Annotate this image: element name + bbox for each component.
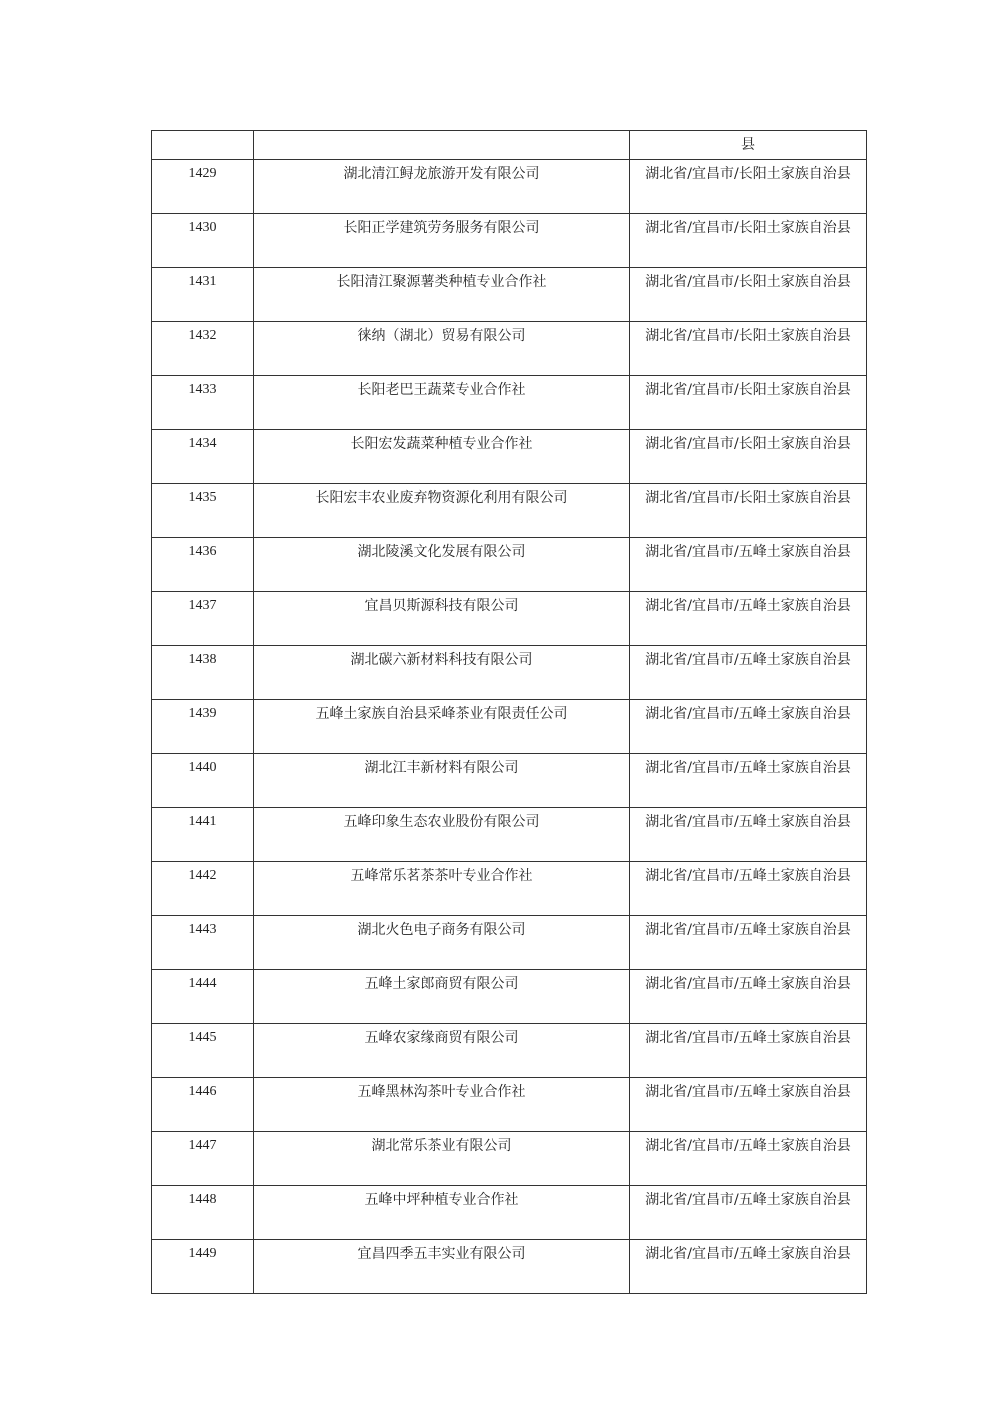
row-number-cell: 1429 [152,160,254,214]
company-name-cell: 湖北江丰新材料有限公司 [254,754,630,808]
region-cell: 湖北省/宜昌市/五峰土家族自治县 [630,808,867,862]
row-number-cell [152,131,254,160]
row-number-cell: 1441 [152,808,254,862]
company-name-cell: 五峰常乐茗茶茶叶专业合作社 [254,862,630,916]
row-number-cell: 1435 [152,484,254,538]
row-number-cell: 1448 [152,1186,254,1240]
region-cell: 湖北省/宜昌市/五峰土家族自治县 [630,1024,867,1078]
table-row [152,754,867,808]
row-number-cell: 1445 [152,1024,254,1078]
company-name-cell: 五峰土家族自治县采峰茶业有限责任公司 [254,700,630,754]
row-number-cell: 1439 [152,700,254,754]
region-cell: 湖北省/宜昌市/五峰土家族自治县 [630,862,867,916]
company-name-cell: 长阳清江聚源薯类种植专业合作社 [254,268,630,322]
region-cell: 湖北省/宜昌市/五峰土家族自治县 [630,646,867,700]
region-cell: 湖北省/宜昌市/五峰土家族自治县 [630,1186,867,1240]
table-row [152,646,867,700]
table-row [152,808,867,862]
region-cell: 湖北省/宜昌市/长阳土家族自治县 [630,160,867,214]
company-name-cell: 湖北清江鲟龙旅游开发有限公司 [254,160,630,214]
region-cell: 湖北省/宜昌市/五峰土家族自治县 [630,1078,867,1132]
table-row [152,430,867,484]
row-number-cell: 1430 [152,214,254,268]
region-cell: 湖北省/宜昌市/五峰土家族自治县 [630,970,867,1024]
row-number-cell: 1437 [152,592,254,646]
table-row [152,484,867,538]
company-name-cell: 五峰中坪种植专业合作社 [254,1186,630,1240]
region-cell: 湖北省/宜昌市/五峰土家族自治县 [630,754,867,808]
region-cell: 湖北省/宜昌市/长阳土家族自治县 [630,268,867,322]
table-row [152,1132,867,1186]
row-number-cell: 1442 [152,862,254,916]
company-name-cell: 宜昌四季五丰实业有限公司 [254,1240,630,1294]
table-row [152,970,867,1024]
table-row [152,862,867,916]
table-row [152,1078,867,1132]
region-cell: 湖北省/宜昌市/五峰土家族自治县 [630,538,867,592]
region-cell: 湖北省/宜昌市/长阳土家族自治县 [630,376,867,430]
region-cell: 湖北省/宜昌市/五峰土家族自治县 [630,700,867,754]
table-row [152,538,867,592]
row-number-cell: 1446 [152,1078,254,1132]
row-number-cell: 1434 [152,430,254,484]
table-row [152,1240,867,1294]
company-name-cell: 五峰土家郎商贸有限公司 [254,970,630,1024]
company-name-cell [254,131,630,160]
table-row [152,376,867,430]
company-list-table [151,130,867,1294]
row-number-cell: 1444 [152,970,254,1024]
table-row [152,700,867,754]
row-number-cell: 1433 [152,376,254,430]
region-cell: 县 [630,131,867,160]
region-cell: 湖北省/宜昌市/五峰土家族自治县 [630,1240,867,1294]
region-cell: 湖北省/宜昌市/五峰土家族自治县 [630,916,867,970]
region-cell: 湖北省/宜昌市/长阳土家族自治县 [630,430,867,484]
table-row [152,592,867,646]
company-name-cell: 五峰农家缘商贸有限公司 [254,1024,630,1078]
table-row [152,322,867,376]
row-number-cell: 1436 [152,538,254,592]
row-number-cell: 1438 [152,646,254,700]
company-name-cell: 湖北碳六新材料科技有限公司 [254,646,630,700]
table-body [152,131,867,1294]
table-row [152,160,867,214]
company-name-cell: 长阳正学建筑劳务服务有限公司 [254,214,630,268]
table-row [152,268,867,322]
company-name-cell: 宜昌贝斯源科技有限公司 [254,592,630,646]
table-row [152,214,867,268]
company-name-cell: 长阳宏丰农业废弃物资源化利用有限公司 [254,484,630,538]
company-name-cell: 徕纳（湖北）贸易有限公司 [254,322,630,376]
company-name-cell: 湖北火色电子商务有限公司 [254,916,630,970]
row-number-cell: 1440 [152,754,254,808]
region-cell: 湖北省/宜昌市/长阳土家族自治县 [630,322,867,376]
row-number-cell: 1443 [152,916,254,970]
row-number-cell: 1432 [152,322,254,376]
row-number-cell: 1449 [152,1240,254,1294]
company-name-cell: 五峰印象生态农业股份有限公司 [254,808,630,862]
row-number-cell: 1431 [152,268,254,322]
company-name-cell: 长阳宏发蔬菜种植专业合作社 [254,430,630,484]
row-number-cell: 1447 [152,1132,254,1186]
region-cell: 湖北省/宜昌市/五峰土家族自治县 [630,592,867,646]
company-name-cell: 湖北常乐茶业有限公司 [254,1132,630,1186]
company-name-cell: 五峰黑林沟茶叶专业合作社 [254,1078,630,1132]
table-row [152,1186,867,1240]
company-name-cell: 长阳老巴王蔬菜专业合作社 [254,376,630,430]
table-row [152,916,867,970]
table-row [152,1024,867,1078]
company-name-cell: 湖北陵溪文化发展有限公司 [254,538,630,592]
continuation-row [152,131,867,160]
region-cell: 湖北省/宜昌市/长阳土家族自治县 [630,484,867,538]
region-cell: 湖北省/宜昌市/长阳土家族自治县 [630,214,867,268]
region-cell: 湖北省/宜昌市/五峰土家族自治县 [630,1132,867,1186]
